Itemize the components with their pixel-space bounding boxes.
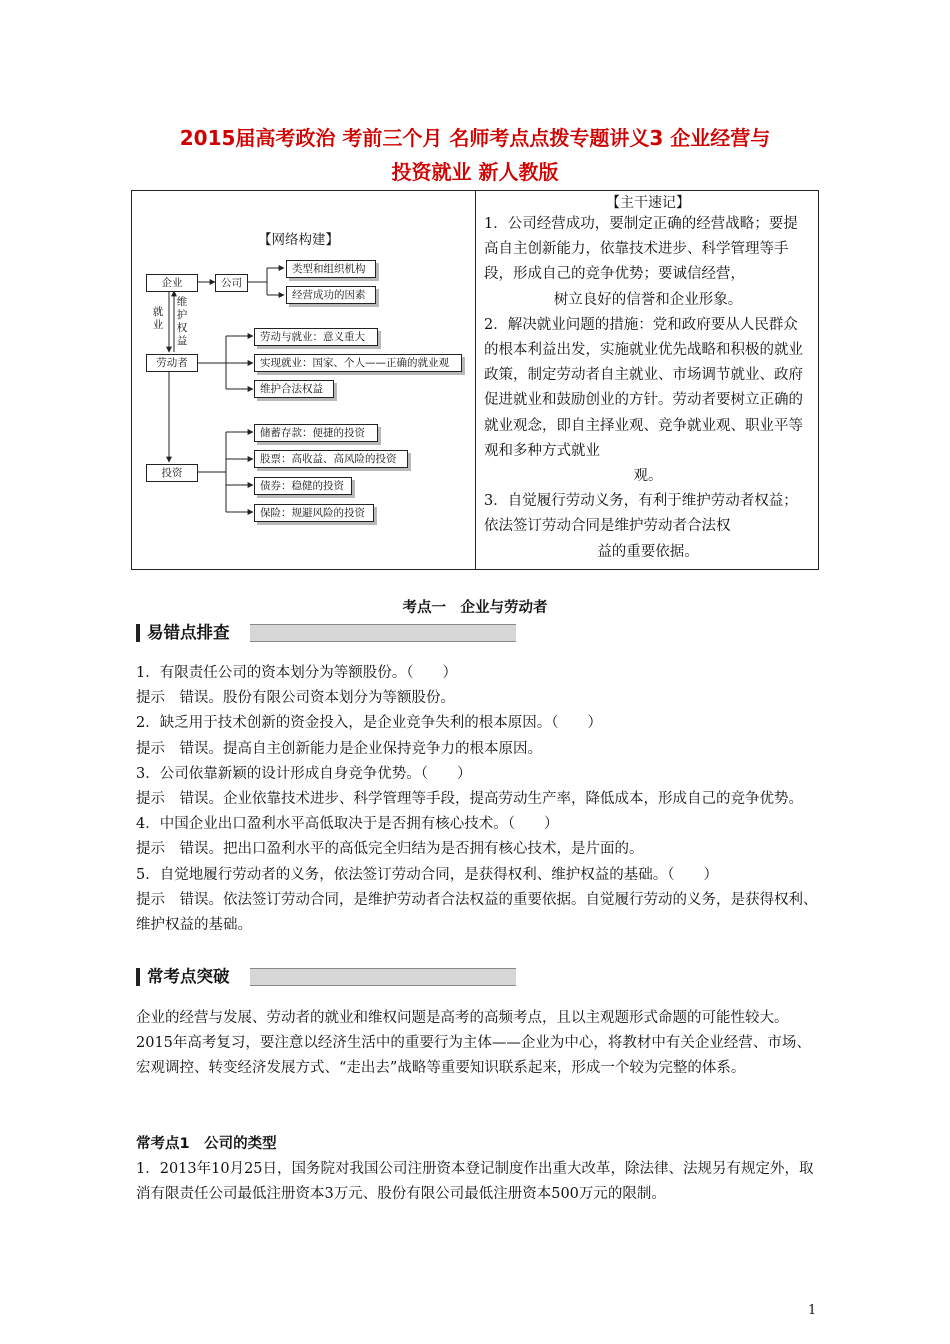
yicuo-list xyxy=(136,661,821,938)
node-gongsi: 公司 xyxy=(215,274,248,292)
summary-text xyxy=(484,212,812,565)
node-gupiao: 股票：高收益、高风险的投资 xyxy=(254,450,408,468)
node-chenggong: 经营成功的因素 xyxy=(286,286,376,304)
list-item: 提示 错误。把出口盈利水平的高低完全归结为是否拥有核心技术，是片面的。 xyxy=(136,841,644,858)
node-baoxian: 保险：规避风险的投资 xyxy=(254,504,374,522)
section-bar xyxy=(136,968,140,986)
list-item: 提示 错误。依法签订劳动合同，是维护劳动者合法权益的重要依据。自觉履行劳动的义务，是获得权利、维护权益的基础。 xyxy=(136,891,818,934)
doc-title-line1: 2015届高考政治 考前三个月 名师考点点拨专题讲义3 企业经营与 xyxy=(179,126,771,150)
node-zhaiquan: 债券：稳健的投资 xyxy=(254,477,352,495)
intro-paragraph: 企业的经营与发展、劳动者的就业和维权问题是高考的高频考点，且以主观题形式命题的可能性较大。2015年高考复习，要注意以经济生活中的重要行为主体——企业为中心，将教材中有关企业经营、市场、宏观调控、转变经济发展方式、“走出去”战略等重要知识联系起来，形成一个较为完整的体系。 xyxy=(136,1010,811,1077)
node-qiye: 企业 xyxy=(146,274,198,292)
list-item: 提示 错误。股份有限公司资本划分为等额股份。 xyxy=(136,690,455,707)
page-number: 1 xyxy=(808,1303,817,1318)
node-chuxu: 储蓄存款：便捷的投资 xyxy=(254,424,378,442)
diagram-title: 【网络构建】 xyxy=(258,232,339,248)
point-title: 常考点1 公司的类型 xyxy=(136,1136,277,1152)
section-heading-yicuo xyxy=(136,622,516,644)
label-jiuye: 就业 xyxy=(152,306,164,331)
section-bar xyxy=(136,624,140,642)
label-weihuquanyi: 维护权益 xyxy=(176,296,188,347)
node-weihu: 维护合法权益 xyxy=(254,380,334,398)
section-fill xyxy=(250,624,516,642)
summary-p2-end: 观。 xyxy=(633,468,663,485)
kaodian-heading: 考点一 企业与劳动者 xyxy=(402,600,548,616)
node-touzi: 投资 xyxy=(146,464,198,482)
list-item: 提示 错误。企业依靠技术进步、科学管理等手段，提高劳动生产率，降低成本，形成自己的竞争优势。 xyxy=(136,791,803,808)
doc-title-line2: 投资就业 新人教版 xyxy=(391,160,559,184)
list-item: 提示 错误。提高自主创新能力是企业保持竞争力的根本原因。 xyxy=(136,740,542,757)
summary-title: 【主干速记】 xyxy=(606,195,690,211)
section-label: 易错点排查 xyxy=(147,623,230,642)
node-leixing: 类型和组织机构 xyxy=(286,260,376,278)
section-heading-changkao xyxy=(136,966,516,988)
changkao-intro xyxy=(136,1006,821,1082)
section-fill xyxy=(250,968,516,986)
node-laodong-jiuye: 劳动与就业：意义重大 xyxy=(254,328,378,346)
summary-p2: 2．解决就业问题的措施：党和政府要从人民群众的根本利益出发，实施就业优先战略和积极的就业政策，制定劳动者自主就业、市场调节就业、政府促进就业和鼓励创业的方针。劳动者要树立正确的就业观念，即自主择业观、竞争就业观、职业平等观和多种方式就业 xyxy=(484,316,803,459)
node-laodongzhe: 劳动者 xyxy=(146,354,198,372)
list-item: 4．中国企业出口盈利水平高低取决于是否拥有核心技术。（ ） xyxy=(136,816,559,833)
list-item: 5．自觉地履行劳动者的义务，依法签订劳动合同，是获得权利、维护权益的基础。（ ） xyxy=(136,866,718,883)
summary-p3: 3．自觉履行劳动义务，有利于维护劳动者权益；依法签订劳动合同是维护劳动者合法权 xyxy=(484,493,798,535)
list-item: 3．公司依靠新颖的设计形成自身竞争优势。（ ） xyxy=(136,765,472,782)
point-text: 1．2013年10月25日，国务院对我国公司注册资本登记制度作出重大改革，除法律、法规另有规定外，取消有限责任公司最低注册资本3万元、股份有限公司最低注册资本500万元的限制。 xyxy=(136,1161,814,1203)
list-item: 1．有限责任公司的资本划分为等额股份。（ ） xyxy=(136,665,457,681)
changkao-point1 xyxy=(136,1132,821,1208)
section-label: 常考点突破 xyxy=(147,967,230,986)
summary-p3-end: 益的重要依据。 xyxy=(597,543,699,560)
summary-p1-end: 树立良好的信誉和企业形象。 xyxy=(553,291,743,308)
summary-p1: 1．公司经营成功，要制定正确的经营战略；要提高自主创新能力，依靠技术进步、科学管理等手段，形成自己的竞争优势；要诚信经营， xyxy=(484,216,798,283)
list-item: 2．缺乏用于技术创新的资金投入，是企业竞争失利的根本原因。（ ） xyxy=(136,715,602,732)
node-shixian: 实现就业：国家、个人——正确的就业观 xyxy=(254,354,462,372)
